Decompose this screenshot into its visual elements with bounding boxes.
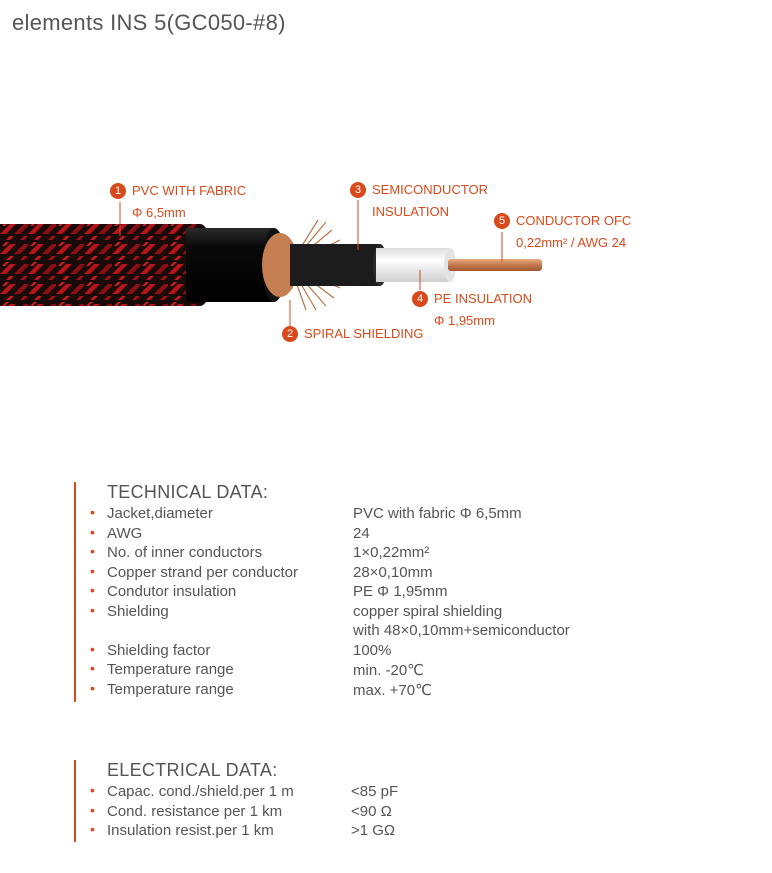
spec-value: PVC with fabric Φ 6,5mm	[353, 505, 522, 522]
semiconductor-layer	[290, 244, 380, 286]
spec-value: with 48×0,10mm+semiconductor	[353, 622, 570, 639]
spec-value: PE Φ 1,95mm	[353, 583, 448, 600]
bullet-icon: •	[90, 801, 95, 818]
spec-label: Cond. resistance per 1 km	[107, 802, 283, 820]
spec-row	[76, 582, 448, 603]
spec-label: Condutor insulation	[107, 583, 237, 600]
fabric-jacket	[0, 224, 200, 306]
callout-line1: SEMICONDUCTOR	[372, 182, 489, 197]
spec-label: AWG	[107, 524, 143, 542]
technical-data-title: TECHNICAL DATA:	[107, 482, 269, 502]
bullet-icon: •	[90, 543, 95, 559]
spec-label: Capac. cond./shield.per 1 m	[107, 783, 294, 800]
electrical-data-section	[74, 760, 399, 842]
spec-row	[76, 679, 432, 701]
spec-row	[76, 543, 430, 564]
electrical-data-title: ELECTRICAL DATA:	[107, 760, 278, 780]
spec-row	[76, 601, 503, 623]
spec-row	[76, 801, 392, 823]
callout-pe-insulation	[412, 288, 532, 332]
spec-value: 24	[353, 524, 370, 542]
spec-value: max. +70℃	[353, 681, 432, 699]
bullet-icon: •	[90, 582, 95, 598]
callout-number: 5	[494, 213, 510, 229]
bullet-icon: •	[90, 679, 95, 696]
spec-label: Shielding factor	[107, 641, 211, 659]
bullet-icon: •	[90, 562, 95, 579]
spec-value: 100%	[353, 641, 392, 659]
bullet-icon: •	[90, 640, 95, 657]
spec-value: copper spiral shielding	[353, 602, 503, 620]
callout-line2: Φ 6,5mm	[132, 205, 186, 220]
bullet-icon: •	[90, 601, 95, 618]
spec-label: Insulation resist.per 1 km	[107, 822, 274, 839]
callout-line1: PVC WITH FABRIC	[132, 183, 247, 198]
callout-line2: 0,22mm² / AWG 24	[516, 235, 627, 250]
spec-value: 1×0,22mm²	[353, 544, 430, 561]
bullet-icon: •	[90, 504, 95, 520]
bullet-icon: •	[90, 821, 95, 837]
spec-label: Temperature range	[107, 680, 234, 698]
spec-label: Temperature range	[107, 661, 234, 678]
spec-label: No. of inner conductors	[107, 544, 263, 561]
callout-number: 2	[282, 326, 298, 342]
bullet-icon: •	[90, 782, 95, 798]
callout-line2: INSULATION	[372, 204, 450, 219]
callout-conductor-ofc	[494, 210, 631, 254]
technical-data-section	[74, 482, 570, 702]
spec-row	[76, 504, 522, 525]
spec-row	[76, 821, 396, 842]
spec-value: >1 GΩ	[351, 822, 396, 839]
spec-label: Copper strand per conductor	[107, 563, 298, 581]
conductor-ofc	[448, 259, 542, 271]
spec-label: Shielding	[107, 602, 169, 620]
pe-insulation	[376, 248, 450, 282]
callout-semiconductor	[350, 179, 488, 223]
callout-spiral-shielding	[282, 323, 423, 345]
spec-value: <85 pF	[351, 783, 399, 800]
spec-row-continuation	[76, 622, 570, 642]
spec-value: 28×0,10mm	[353, 563, 433, 581]
spec-value: min. -20℃	[353, 662, 425, 679]
page-title: elements INS 5(GC050-#8)	[12, 10, 286, 35]
spec-row	[76, 660, 425, 681]
spec-row	[76, 782, 399, 803]
bullet-icon: •	[90, 523, 95, 540]
callout-line2: Φ 1,95mm	[434, 313, 495, 328]
callout-number: 1	[110, 183, 126, 199]
spec-row	[76, 640, 392, 662]
callout-line1: CONDUCTOR OFC	[516, 213, 632, 228]
spec-row	[76, 523, 370, 545]
callout-number: 4	[412, 291, 428, 307]
callout-line1: PE INSULATION	[434, 291, 533, 306]
spec-label: Jacket,diameter	[107, 505, 213, 522]
callout-pvc-fabric	[110, 180, 246, 224]
spec-row	[76, 562, 433, 584]
callout-line1: SPIRAL SHIELDING	[304, 326, 424, 341]
callout-number: 3	[350, 182, 366, 198]
bullet-icon: •	[90, 660, 95, 676]
pvc-jacket	[186, 228, 274, 302]
spec-value: <90 Ω	[351, 802, 392, 820]
